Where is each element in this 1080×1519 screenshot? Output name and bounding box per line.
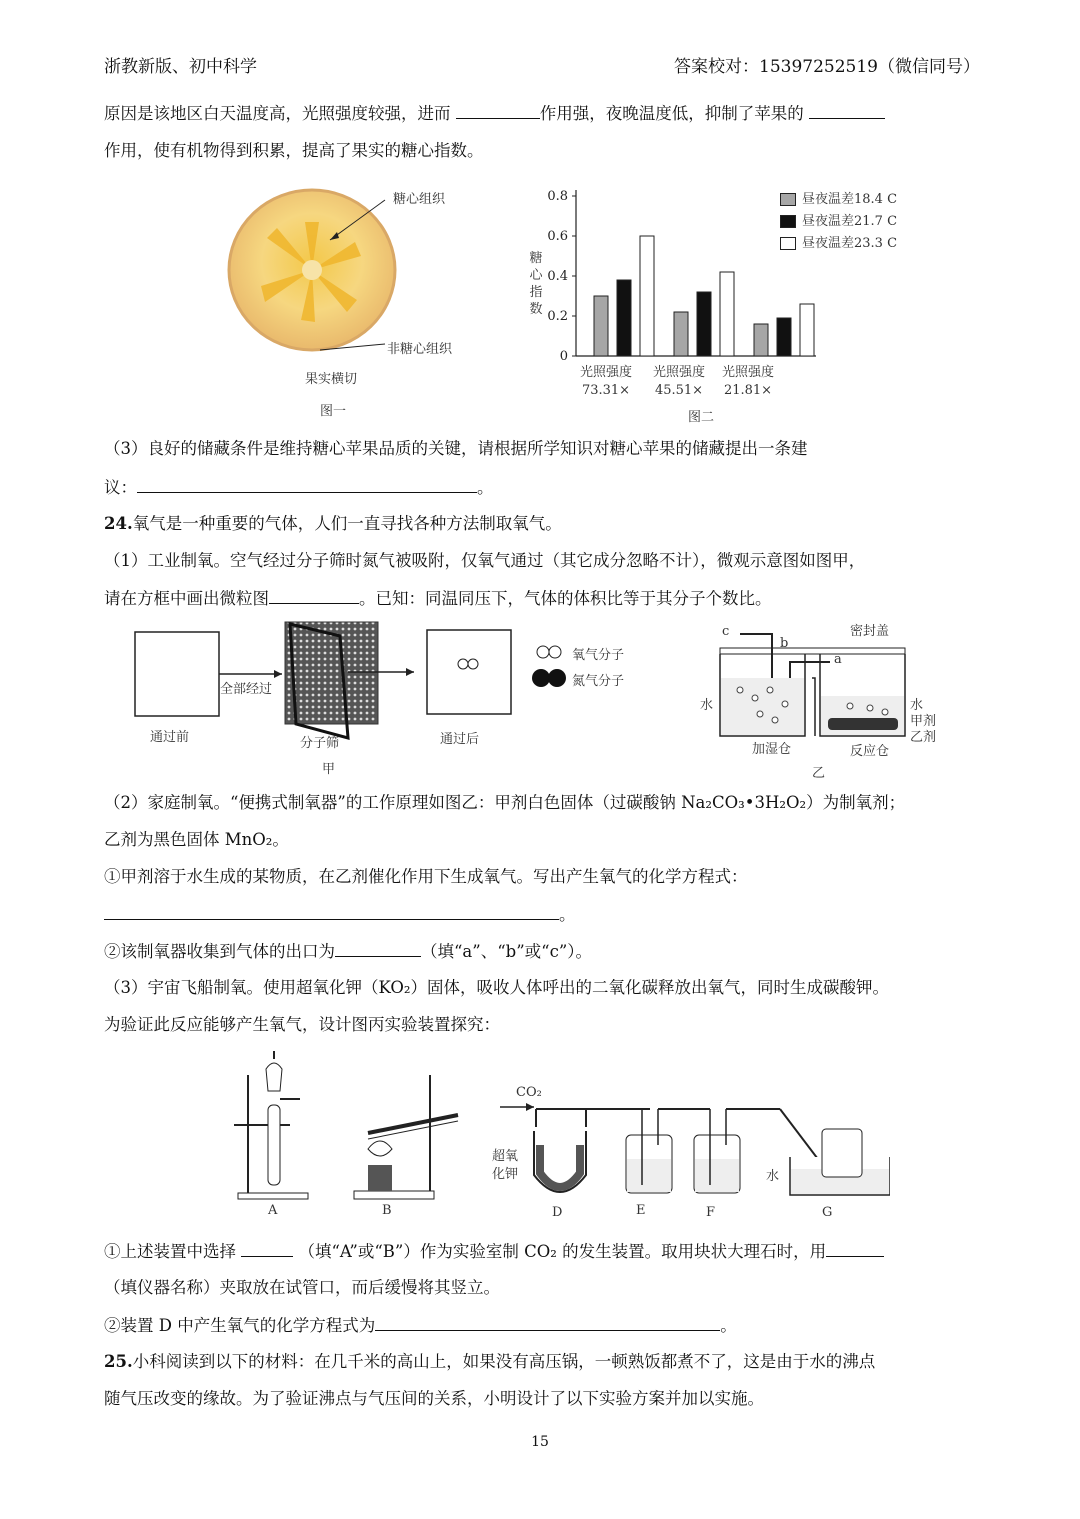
yi-a: a (834, 652, 842, 667)
q25-number: 25. (104, 1352, 133, 1371)
chart-bar-1-1 (594, 296, 608, 356)
answer-blank[interactable] (375, 1314, 720, 1331)
chart-title: 图二 (688, 410, 715, 425)
legend-item-3: 昼夜温差23.3 C (780, 232, 897, 251)
q23-part3-line1: （3）良好的储藏条件是维持糖心苹果品质的关键，请根据所学知识对糖心苹果的储藏提出一条建 (104, 439, 808, 458)
chart-bar-2-1 (674, 312, 688, 356)
chart-bar-3-2 (777, 318, 791, 356)
figure-chart (520, 180, 900, 425)
yi-seal: 密封盖 (850, 624, 890, 639)
chart-ytick-label: 0.2 (547, 309, 568, 324)
yi-agent-a: 甲剂 (910, 714, 937, 729)
chart-bar-3-1 (754, 324, 768, 356)
bing-G: G (822, 1205, 833, 1220)
q24-p3-line1: （3）宇宙飞船制氧。使用超氧化钾（KO₂）固体，吸收人体呼出的二氧化碳释放出氧气，同时生成碳酸钾。 (104, 978, 890, 997)
q24-p3-q1-text-b: （填“A”或“B”）作为实验室制 CO₂ 的发生装置。取用块状大理石时，用 (298, 1242, 827, 1261)
q23-part3-line2 (104, 476, 984, 499)
answer-blank[interactable] (137, 476, 477, 493)
chart-ytick-label: 0.4 (547, 269, 568, 284)
q24-p1-text-a: 请在方框中画出微粒图 (104, 589, 269, 608)
figure-yi (700, 618, 960, 781)
chart-xtick-1: 光照强度 73.31× (580, 365, 633, 398)
q24-p3-q2-end: 。 (720, 1316, 737, 1335)
q23-line1-text-b: 作用强，夜晚温度低，抑制了苹果的 (539, 104, 804, 123)
yi-humid: 加湿仓 (752, 742, 792, 757)
answer-blank[interactable] (241, 1240, 293, 1257)
q24-p3-q2 (104, 1314, 984, 1337)
yi-title: 乙 (812, 766, 826, 781)
q24-p1-line1: （1）工业制氧。空气经过分子筛时氮气被吸附，仅氧气通过（其它成分忽略不计），微观示意图如图甲， (104, 551, 866, 570)
yi-b: b (780, 636, 789, 651)
bing-A: A (268, 1203, 278, 1218)
fig1-title: 图一 (320, 404, 347, 419)
chart-bar-3-3 (800, 304, 814, 356)
chart-ytick-label: 0.8 (547, 189, 568, 204)
q23-line2: 作用，使有机物得到积累，提高了果实的糖心指数。 (104, 141, 484, 160)
bing-D: D (552, 1205, 563, 1220)
bing-E: E (636, 1203, 646, 1218)
fig1-label-bottom: 非糖心组织 (387, 342, 453, 357)
answer-blank[interactable] (809, 102, 885, 119)
q24-p2-q1-end: 。 (559, 905, 576, 924)
q23-part3-prefix: 议： (104, 478, 137, 497)
q24-p2-line2: 乙剂为黑色固体 MnO₂。 (104, 830, 289, 849)
answer-blank[interactable] (269, 587, 359, 604)
chart-ylabel: 糖心指数 (529, 251, 543, 317)
answer-blank[interactable] (335, 940, 421, 957)
q24-intro-text: 氧气是一种重要的气体，人们一直寻找各种方法制取氧气。 (132, 514, 562, 533)
figure-jia (130, 620, 660, 780)
legend-item-1: 昼夜温差18.4 C (780, 188, 897, 207)
answer-blank[interactable] (104, 903, 559, 920)
q25-line1-text: 小科阅读到以下的材料：在几千米的高山上，如果没有高压锅，一顿熟饭都煮不了，这是由于水的沸点 (132, 1352, 876, 1371)
q24-p1-text-b: 。已知：同温同压下，气体的体积比等于其分子个数比。 (359, 589, 772, 608)
yi-reaction: 反应仓 (850, 744, 890, 759)
q24-p2-q1-blank (104, 903, 984, 926)
q23-part3-end: 。 (477, 478, 494, 497)
figure-bing (230, 1045, 890, 1225)
jia-sieve: 分子筛 (300, 736, 340, 751)
q24-p2-line1: （2）家庭制氧。“便携式制氧器”的工作原理如图乙：甲剂白色固体（过碳酸钠 Na₂CO₃•3H₂O₂）为制氧剂； (104, 793, 906, 812)
q24-p2-q1: ①甲剂溶于水生成的某物质，在乙剂催化作用下生成氧气。写出产生氧气的化学方程式： (104, 867, 748, 886)
q24-p2-q2-text-a: ②该制氧器收集到气体的出口为 (104, 942, 335, 961)
legend-item-2: 昼夜温差21.7 C (780, 210, 897, 229)
q24-p3-line2: 为验证此反应能够产生氧气，设计图丙实验装置探究： (104, 1015, 500, 1034)
yi-water-right: 水 (910, 698, 924, 713)
q24-p3-q1-line2: （填仪器名称）夹取放在试管口，而后缓慢将其竖立。 (104, 1278, 500, 1297)
header-left: 浙教新版、初中科学 (104, 57, 257, 77)
chart-bar-2-2 (697, 292, 711, 356)
bing-F: F (706, 1205, 716, 1220)
fig1-caption: 果实横切 (305, 372, 358, 387)
chart-xtick-2: 光照强度 45.51× (653, 365, 706, 398)
q24-p1-line2 (104, 587, 984, 610)
jia-after: 通过后 (440, 732, 480, 747)
jia-oxygen: 氧气分子 (572, 648, 625, 663)
bing-ko2-2: 化钾 (492, 1167, 519, 1182)
q23-line1 (104, 102, 984, 125)
before-box[interactable] (135, 632, 219, 716)
chart-bar-1-3 (640, 236, 654, 356)
q25-line2: 随气压改变的缘故。为了验证沸点与气压间的关系，小明设计了以下实验方案并加以实施。 (104, 1389, 764, 1408)
bing-water: 水 (766, 1169, 780, 1184)
fig1-label-top: 糖心组织 (393, 192, 446, 207)
q24-p3-q1 (104, 1240, 984, 1263)
q23-line1-text-a: 原因是该地区白天温度高，光照强度较强，进而 (104, 104, 451, 123)
chart-xtick-3: 光照强度 21.81× (722, 365, 775, 398)
chart-ytick-label: 0 (559, 349, 568, 364)
jia-nitrogen: 氮气分子 (572, 674, 625, 689)
chart-bar-2-3 (720, 272, 734, 356)
q24-p2-q2 (104, 940, 984, 963)
figure-apple (225, 182, 485, 422)
yi-water-left: 水 (700, 698, 714, 713)
header-right: 答案校对：15397252519（微信同号） (674, 57, 980, 77)
q24-p3-q2-text-a: ②装置 D 中产生氧气的化学方程式为 (104, 1316, 376, 1335)
bing-co2: CO₂ (516, 1085, 542, 1100)
jia-title: 甲 (322, 762, 336, 777)
chart-ytick-label: 0.6 (547, 229, 568, 244)
jia-arrow-label: 全部经过 (220, 678, 272, 697)
answer-blank[interactable] (456, 102, 540, 119)
bing-B: B (382, 1203, 392, 1218)
chart-bar-1-2 (617, 280, 631, 356)
q24-intro (104, 513, 984, 535)
q25-line1 (104, 1351, 984, 1373)
q24-number: 24. (104, 514, 133, 533)
yi-c: c (722, 624, 730, 639)
q24-p2-q2-text-b: （填“a”、“b”或“c”）。 (421, 942, 593, 961)
jia-before: 通过前 (150, 730, 190, 745)
page-number: 15 (531, 1434, 549, 1450)
answer-blank[interactable] (826, 1240, 884, 1257)
bing-ko2-1: 超氧 (492, 1149, 519, 1164)
yi-agent-b: 乙剂 (910, 730, 937, 745)
q24-p3-q1-text-a: ①上述装置中选择 (104, 1242, 236, 1261)
ko2-experiment-apparatus (230, 1045, 890, 1225)
